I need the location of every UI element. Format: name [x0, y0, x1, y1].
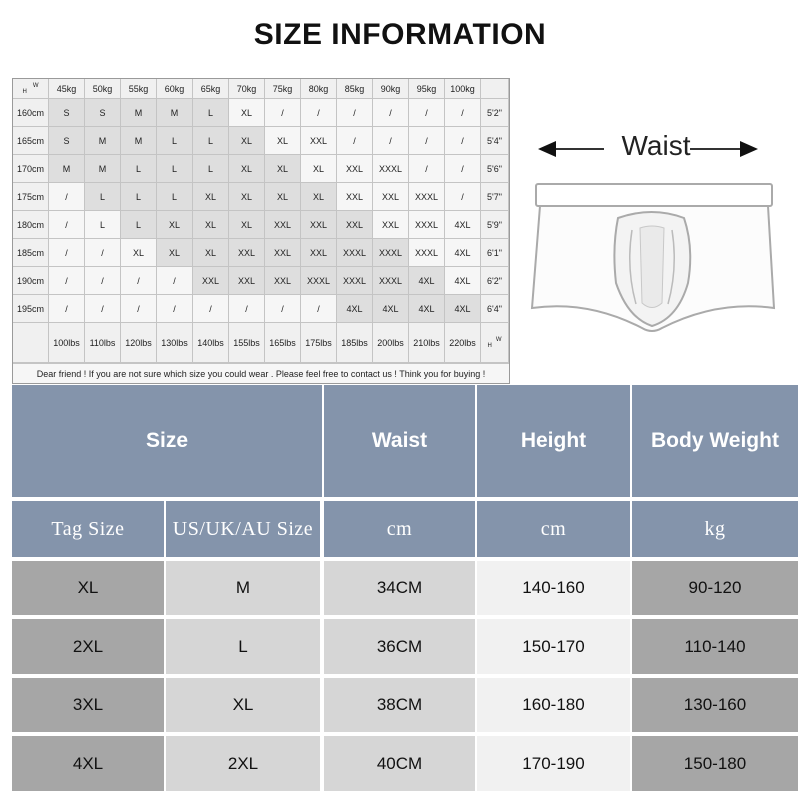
- size-cell: M: [121, 99, 157, 127]
- size-cell: L: [193, 127, 229, 155]
- waist-diagram: [512, 78, 800, 382]
- size-cell: /: [265, 295, 301, 323]
- size-cell: /: [49, 239, 85, 267]
- height-ft-label: 5'7": [481, 183, 509, 211]
- size-cell: XL: [229, 183, 265, 211]
- weight-lbs-header: 120lbs: [121, 323, 157, 363]
- height-cm-label: 175cm: [13, 183, 49, 211]
- size-cell: L: [157, 127, 193, 155]
- weight-lbs-header: 110lbs: [85, 323, 121, 363]
- size-cell: /: [229, 295, 265, 323]
- size-chart-note: Dear friend ! If you are not sure which size you could wear . Please feel free to contact us ! Think you for buying !: [13, 363, 509, 384]
- table-cell: 110-140: [632, 619, 798, 674]
- size-cell: 4XL: [373, 295, 409, 323]
- subheader-cell: US/UK/AU Size: [166, 501, 320, 557]
- size-cell: /: [373, 127, 409, 155]
- size-cell: /: [193, 295, 229, 323]
- table-cell: 3XL: [12, 678, 164, 732]
- size-cell: XXXL: [409, 211, 445, 239]
- table-cell: 2XL: [12, 619, 164, 674]
- size-cell: /: [265, 99, 301, 127]
- table-cell: 130-160: [632, 678, 798, 732]
- subheader-cell: cm: [324, 501, 475, 557]
- size-cell: 4XL: [445, 267, 481, 295]
- size-cell: L: [121, 183, 157, 211]
- height-cm-label: 165cm: [13, 127, 49, 155]
- header-waist: Waist: [324, 385, 475, 497]
- size-cell: L: [85, 211, 121, 239]
- corner-height-label: H: [22, 88, 27, 95]
- weight-kg-header: 45kg: [49, 79, 85, 99]
- height-ft-label: 5'6": [481, 155, 509, 183]
- size-cell: 4XL: [409, 267, 445, 295]
- subheader-cell: cm: [477, 501, 630, 557]
- height-cm-label: 190cm: [13, 267, 49, 295]
- weight-lbs-header: 175lbs: [301, 323, 337, 363]
- table-cell: 34CM: [324, 561, 475, 615]
- size-cell: XXL: [337, 211, 373, 239]
- size-cell: XXL: [301, 239, 337, 267]
- size-cell: S: [49, 127, 85, 155]
- size-cell: XXL: [229, 239, 265, 267]
- size-cell: XXL: [301, 211, 337, 239]
- lbs-row-blank: [13, 323, 49, 363]
- size-cell: S: [49, 99, 85, 127]
- header-blank: [481, 79, 509, 99]
- chart-corner-label-br: [481, 323, 509, 363]
- size-cell: 4XL: [409, 295, 445, 323]
- size-cell: XL: [193, 211, 229, 239]
- size-cell: XL: [193, 239, 229, 267]
- table-cell: XL: [166, 678, 320, 732]
- subheader-cell: Tag Size: [12, 501, 164, 557]
- subheader-cell: kg: [632, 501, 798, 557]
- size-cell: /: [337, 99, 373, 127]
- size-cell: XL: [229, 155, 265, 183]
- size-cell: /: [49, 295, 85, 323]
- corner-weight-label: W: [495, 336, 502, 343]
- table-cell: 36CM: [324, 619, 475, 674]
- corner-weight-label: W: [32, 82, 39, 89]
- weight-kg-header: 60kg: [157, 79, 193, 99]
- table-cell: 2XL: [166, 736, 320, 791]
- table-cell: L: [166, 619, 320, 674]
- size-cell: XXL: [193, 267, 229, 295]
- size-cell: XXL: [373, 183, 409, 211]
- weight-kg-header: 55kg: [121, 79, 157, 99]
- weight-kg-header: 70kg: [229, 79, 265, 99]
- size-cell: /: [121, 295, 157, 323]
- size-cell: /: [373, 99, 409, 127]
- boxer-brief-icon: [532, 184, 774, 331]
- chart-corner-label: [13, 79, 49, 99]
- size-cell: XXL: [337, 183, 373, 211]
- size-cell: XXXL: [337, 239, 373, 267]
- size-cell: L: [85, 183, 121, 211]
- size-cell: /: [121, 267, 157, 295]
- table-cell: 90-120: [632, 561, 798, 615]
- size-cell: M: [85, 127, 121, 155]
- size-cell: XXXL: [301, 267, 337, 295]
- table-cell: 160-180: [477, 678, 630, 732]
- size-cell: M: [157, 99, 193, 127]
- height-ft-label: 6'1": [481, 239, 509, 267]
- size-cell: /: [157, 267, 193, 295]
- weight-kg-header: 80kg: [301, 79, 337, 99]
- size-cell: /: [85, 239, 121, 267]
- size-cell: XXXL: [373, 155, 409, 183]
- weight-lbs-header: 140lbs: [193, 323, 229, 363]
- size-cell: L: [193, 99, 229, 127]
- size-cell: M: [85, 155, 121, 183]
- corner-height-label: H: [487, 342, 492, 349]
- table-cell: 150-180: [632, 736, 798, 791]
- size-cell: /: [445, 99, 481, 127]
- header-size: Size: [12, 385, 322, 497]
- size-cell: XXL: [301, 127, 337, 155]
- weight-lbs-header: 220lbs: [445, 323, 481, 363]
- size-cell: /: [49, 267, 85, 295]
- height-ft-label: 6'4": [481, 295, 509, 323]
- height-cm-label: 185cm: [13, 239, 49, 267]
- size-cell: /: [301, 99, 337, 127]
- underwear-illustration: [512, 78, 800, 382]
- size-cell: /: [409, 155, 445, 183]
- size-cell: XXXL: [373, 239, 409, 267]
- size-cell: XXL: [373, 211, 409, 239]
- height-cm-label: 170cm: [13, 155, 49, 183]
- size-cell: /: [409, 99, 445, 127]
- weight-lbs-header: 130lbs: [157, 323, 193, 363]
- header-body-weight: Body Weight: [632, 385, 798, 497]
- size-cell: XL: [301, 155, 337, 183]
- table-cell: 140-160: [477, 561, 630, 615]
- table-cell: 170-190: [477, 736, 630, 791]
- size-cell: /: [445, 155, 481, 183]
- table-cell: 40CM: [324, 736, 475, 791]
- size-cell: M: [49, 155, 85, 183]
- weight-kg-header: 75kg: [265, 79, 301, 99]
- weight-kg-header: 95kg: [409, 79, 445, 99]
- weight-lbs-header: 185lbs: [337, 323, 373, 363]
- weight-kg-header: 50kg: [85, 79, 121, 99]
- size-cell: L: [193, 155, 229, 183]
- size-cell: XL: [301, 183, 337, 211]
- size-cell: S: [85, 99, 121, 127]
- size-cell: XL: [229, 99, 265, 127]
- size-cell: XL: [121, 239, 157, 267]
- size-cell: XL: [265, 155, 301, 183]
- height-ft-label: 5'4": [481, 127, 509, 155]
- size-cell: L: [157, 155, 193, 183]
- table-cell: XL: [12, 561, 164, 615]
- table-cell: 150-170: [477, 619, 630, 674]
- size-cell: XXXL: [337, 267, 373, 295]
- size-cell: 4XL: [445, 211, 481, 239]
- size-table: [12, 385, 798, 795]
- size-cell: XXL: [265, 211, 301, 239]
- size-cell: XL: [265, 127, 301, 155]
- weight-lbs-header: 165lbs: [265, 323, 301, 363]
- height-cm-label: 160cm: [13, 99, 49, 127]
- waist-label: Waist: [621, 130, 691, 161]
- weight-lbs-header: 100lbs: [49, 323, 85, 363]
- weight-kg-header: 90kg: [373, 79, 409, 99]
- size-cell: 4XL: [445, 295, 481, 323]
- size-chart-grid: [12, 78, 510, 384]
- table-cell: 4XL: [12, 736, 164, 791]
- size-cell: /: [49, 211, 85, 239]
- size-cell: XL: [229, 211, 265, 239]
- size-cell: XL: [229, 127, 265, 155]
- size-cell: /: [49, 183, 85, 211]
- size-cell: /: [337, 127, 373, 155]
- size-cell: XL: [193, 183, 229, 211]
- size-cell: L: [121, 211, 157, 239]
- size-cell: XXXL: [373, 267, 409, 295]
- size-cell: /: [445, 127, 481, 155]
- weight-lbs-header: 200lbs: [373, 323, 409, 363]
- weight-lbs-header: 155lbs: [229, 323, 265, 363]
- size-cell: /: [85, 295, 121, 323]
- size-cell: /: [445, 183, 481, 211]
- size-cell: L: [157, 183, 193, 211]
- size-cell: L: [121, 155, 157, 183]
- height-ft-label: 6'2": [481, 267, 509, 295]
- size-cell: /: [409, 127, 445, 155]
- height-ft-label: 5'9": [481, 211, 509, 239]
- size-cell: XL: [265, 183, 301, 211]
- size-cell: XXXL: [409, 239, 445, 267]
- page-title: SIZE INFORMATION: [253, 18, 547, 51]
- weight-kg-header: 65kg: [193, 79, 229, 99]
- weight-kg-header: 85kg: [337, 79, 373, 99]
- size-cell: XXL: [337, 155, 373, 183]
- size-cell: XXXL: [409, 183, 445, 211]
- size-cell: 4XL: [337, 295, 373, 323]
- size-cell: XXL: [229, 267, 265, 295]
- size-cell: XXL: [265, 267, 301, 295]
- weight-lbs-header: 210lbs: [409, 323, 445, 363]
- height-cm-label: 180cm: [13, 211, 49, 239]
- weight-kg-header: 100kg: [445, 79, 481, 99]
- size-cell: /: [157, 295, 193, 323]
- size-cell: 4XL: [445, 239, 481, 267]
- size-cell: XL: [157, 211, 193, 239]
- height-ft-label: 5'2": [481, 99, 509, 127]
- height-cm-label: 195cm: [13, 295, 49, 323]
- size-cell: XL: [157, 239, 193, 267]
- size-cell: M: [121, 127, 157, 155]
- table-cell: M: [166, 561, 320, 615]
- size-cell: /: [301, 295, 337, 323]
- table-cell: 38CM: [324, 678, 475, 732]
- header-height: Height: [477, 385, 630, 497]
- size-cell: /: [85, 267, 121, 295]
- size-cell: XXL: [265, 239, 301, 267]
